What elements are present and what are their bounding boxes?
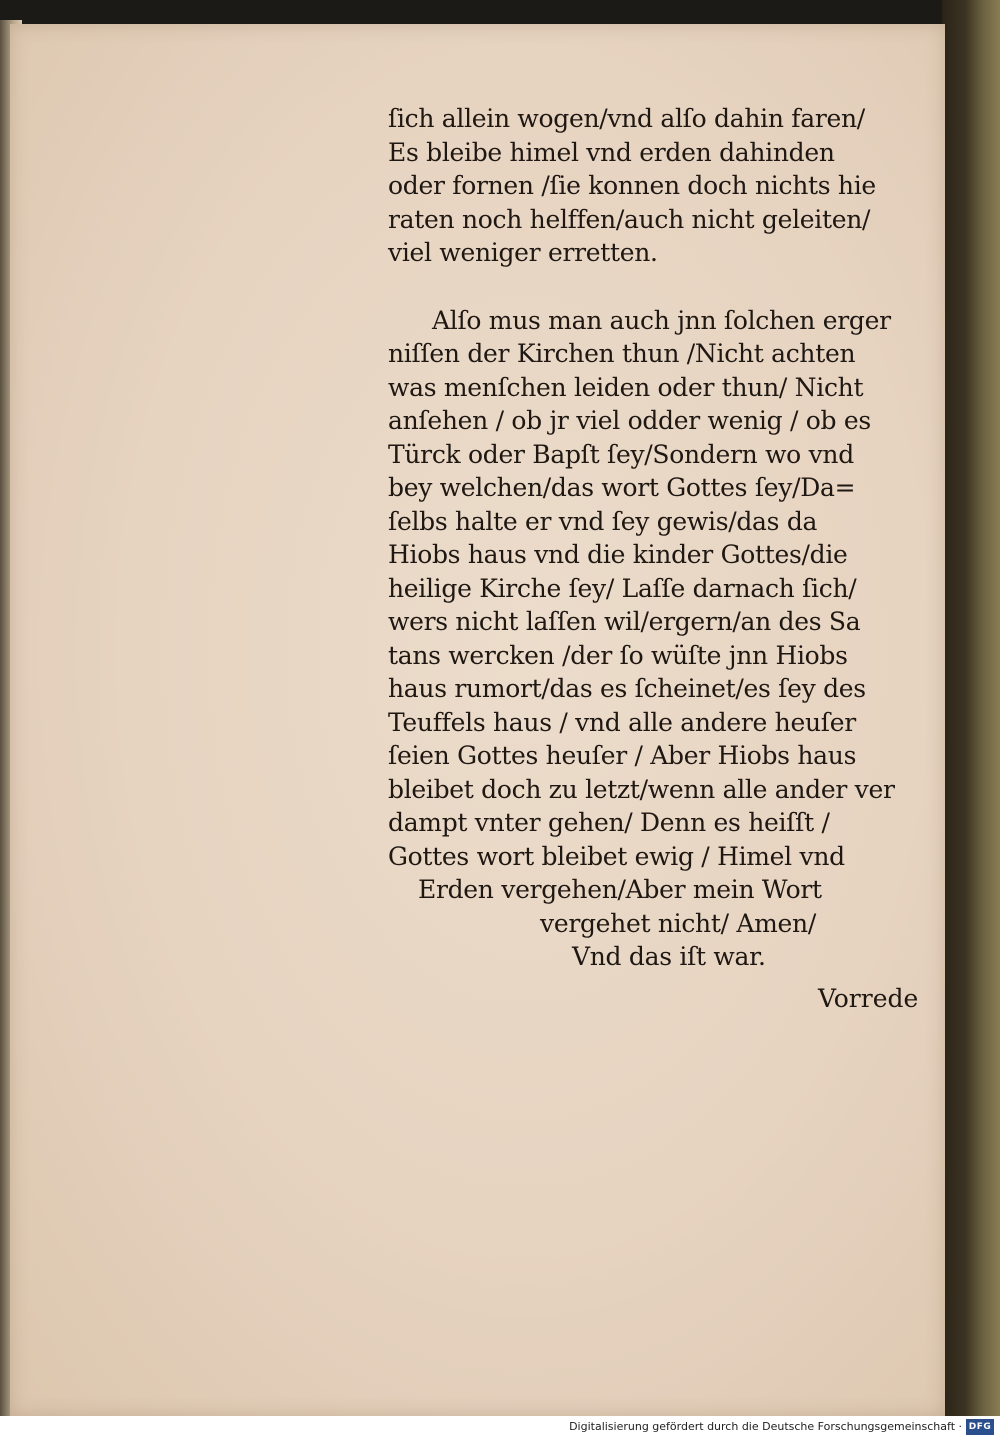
closing-line: Erden vergehen/Aber mein Wort xyxy=(418,875,822,904)
text-line: dampt vnter gehen/ Denn es heiſſt / xyxy=(388,808,830,837)
text-line: Gottes wort bleibet ewig / Himel vnd xyxy=(388,841,845,871)
text-line: Alſo mus man auch jnn ſolchen erger xyxy=(432,305,891,335)
paragraph-gap xyxy=(388,270,933,304)
text-line: tans wercken /der ſo wüſte jnn Hiobs xyxy=(388,640,848,670)
text-line: bleibet doch zu letzt/wenn alle ander ver xyxy=(388,774,895,804)
dfg-logo: DFG xyxy=(966,1419,994,1435)
text-line: haus rumort/das es ſcheinet/es ſey des xyxy=(388,674,866,703)
text-line: ſich allein wogen/vnd alſo dahin faren/ xyxy=(388,104,865,133)
text-line: niſſen der Kirchen thun /Nicht achten xyxy=(388,339,856,368)
closing-line: Vnd das iſt war. xyxy=(572,942,766,971)
text-line: anſehen / ob jr viel odder wenig / ob es xyxy=(388,406,871,435)
text-line: viel weniger erretten. xyxy=(388,238,658,267)
text-line: heilige Kirche ſey/ Laſſe darnach ſich/ xyxy=(388,573,857,603)
page-text xyxy=(388,102,933,974)
book-edge-right xyxy=(942,0,1000,1416)
closing-line: vergehet nicht/ Amen/ xyxy=(540,908,816,938)
text-line: wers nicht laſſen wil/ergern/an des Sa xyxy=(388,607,861,636)
text-line: was menſchen leiden oder thun/ Nicht xyxy=(388,372,864,402)
funding-credit: Digitalisierung gefördert durch die Deutsche Forschungsgemeinschaft · xyxy=(569,1420,962,1433)
footer-bar xyxy=(0,1416,1000,1440)
text-line: Türck oder Bapſt ſey/Sondern wo vnd xyxy=(388,439,854,469)
text-line: ſeien Gottes heuſer / Aber Hiobs haus xyxy=(388,741,857,770)
catchword: Vorrede xyxy=(818,984,919,1013)
text-line: Hiobs haus vnd die kinder Gottes/die xyxy=(388,540,848,569)
text-line: raten noch helffen/auch nicht geleiten/ xyxy=(388,204,871,234)
text-line: bey welchen/das wort Gottes ſey/Da= xyxy=(388,473,856,502)
text-line: Es bleibe himel vnd erden dahinden xyxy=(388,137,835,167)
text-line: ſelbs halte er vnd ſey gewis/das da xyxy=(388,506,818,536)
text-line: oder fornen /ſie konnen doch nichts hie xyxy=(388,171,876,200)
text-line: Teuffels haus / vnd alle andere heuſer xyxy=(388,707,856,737)
